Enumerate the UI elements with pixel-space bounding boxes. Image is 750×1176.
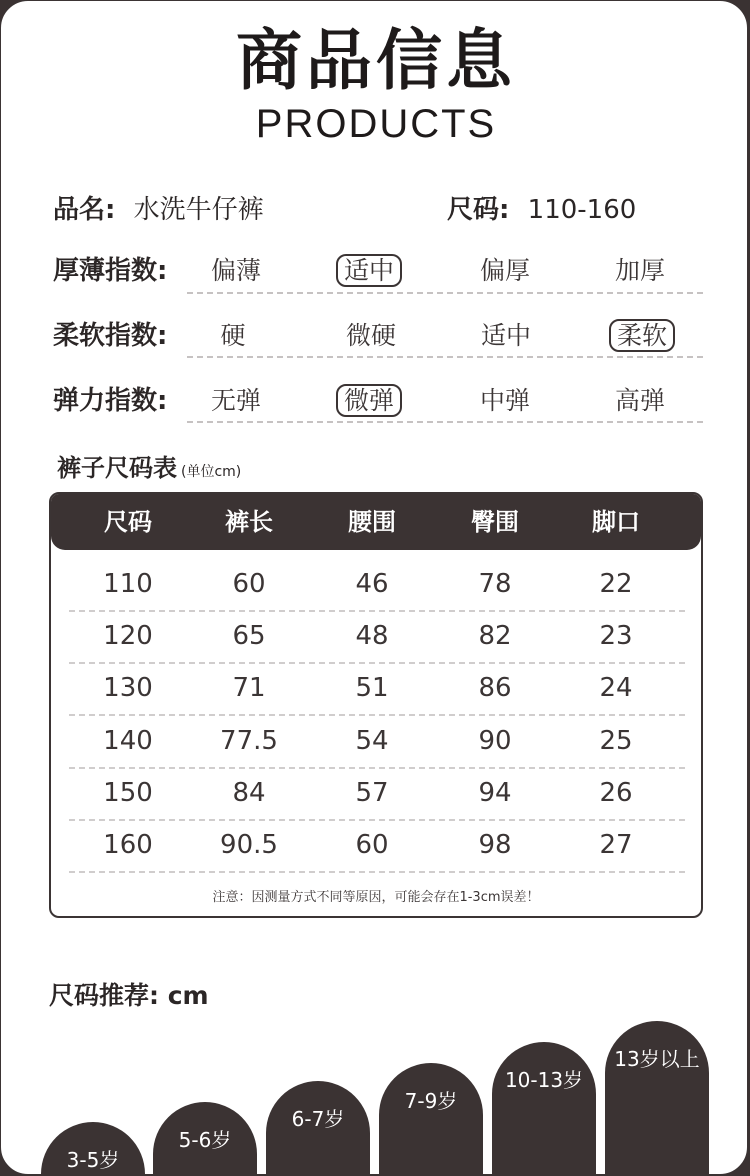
age-pill: 3-5岁 bbox=[41, 1122, 145, 1176]
index-option: 加厚 bbox=[614, 256, 665, 285]
age-pill: 6-7岁 bbox=[266, 1081, 370, 1176]
table-row: 120 65 48 82 23 bbox=[69, 610, 685, 664]
age-pill: 5-6岁 bbox=[153, 1102, 257, 1176]
table-header bbox=[51, 494, 701, 550]
product-size-label: 尺码: bbox=[447, 195, 510, 225]
table-row: 140 77.5 54 90 25 bbox=[69, 715, 685, 769]
page-subtitle: PRODUCTS bbox=[255, 102, 497, 146]
divider bbox=[187, 356, 703, 358]
index-option-selected: 适中 bbox=[319, 254, 419, 288]
age-pill: 7-9岁 bbox=[379, 1063, 483, 1176]
table-row: 110 60 46 78 22 bbox=[69, 558, 685, 612]
index-label: 柔软指数: bbox=[53, 321, 168, 351]
index-option: 硬 bbox=[220, 321, 246, 350]
size-recommend-title: 尺码推荐: cm bbox=[49, 981, 209, 1010]
product-size-value: 110-160 bbox=[527, 195, 637, 225]
index-option: 无弹 bbox=[210, 386, 261, 415]
product-name-label: 品名: bbox=[53, 195, 116, 225]
header-cell: 裤长 bbox=[225, 508, 273, 536]
index-label: 弹力指数: bbox=[53, 386, 168, 416]
size-table-unit: (单位cm) bbox=[181, 464, 242, 480]
table-row: 130 71 51 86 24 bbox=[69, 662, 685, 716]
index-option: 中弹 bbox=[479, 386, 530, 415]
age-pill: 13岁以上 bbox=[605, 1021, 709, 1176]
index-option: 高弹 bbox=[614, 386, 665, 415]
product-size bbox=[447, 193, 636, 227]
page-title: 商品信息 bbox=[236, 22, 516, 99]
index-option: 适中 bbox=[480, 321, 531, 350]
header-cell: 尺码 bbox=[104, 508, 152, 536]
header-cell: 脚口 bbox=[592, 508, 640, 536]
divider bbox=[187, 292, 703, 294]
product-name bbox=[53, 193, 264, 227]
header-cell: 臀围 bbox=[471, 508, 519, 536]
header-cell: 腰围 bbox=[348, 508, 396, 536]
index-option-selected: 柔软 bbox=[592, 319, 692, 353]
index-option: 微硬 bbox=[345, 321, 396, 350]
table-row: 150 84 57 94 26 bbox=[69, 767, 685, 821]
divider bbox=[187, 421, 703, 423]
index-option: 偏厚 bbox=[479, 256, 530, 285]
index-option-selected: 微弹 bbox=[319, 384, 419, 418]
age-pill: 10-13岁 bbox=[492, 1042, 596, 1176]
measurement-note: 注意：因测量方式不同等原因，可能会存在1-3cm误差！ bbox=[212, 890, 540, 905]
product-name-value: 水洗牛仔裤 bbox=[133, 195, 264, 225]
size-table bbox=[49, 492, 703, 918]
index-option: 偏薄 bbox=[210, 256, 261, 285]
table-row: 160 90.5 60 98 27 bbox=[69, 819, 685, 873]
size-table-title: 裤子尺码表 (单位cm) bbox=[57, 454, 242, 482]
index-label: 厚薄指数: bbox=[53, 256, 168, 286]
